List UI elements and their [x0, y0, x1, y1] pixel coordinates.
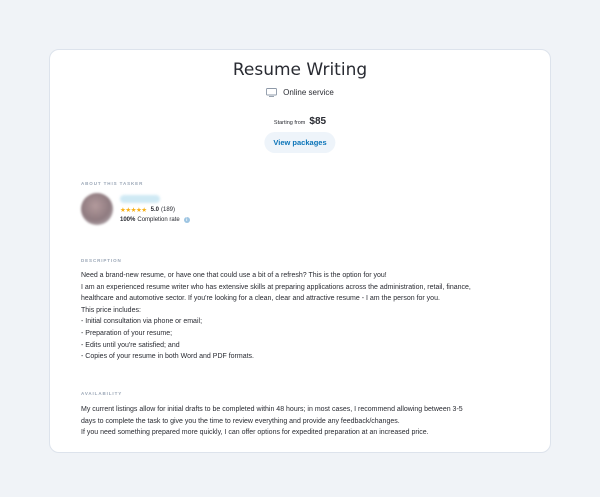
- description-line: This price includes:: [81, 306, 141, 314]
- service-type-label: Online service: [283, 88, 334, 97]
- availability-line: My current listings allow for initial drafts to be completed within 48 hours; in most cases, I recommend allowing between 3-5: [81, 406, 463, 413]
- description-line: healthcare and automotive sector. If you're looking for a clean, clear and attractive resume - I am the person for you.: [81, 295, 440, 303]
- about-tasker-heading: ABOUT THIS TASKER: [81, 181, 144, 186]
- tasker-summary[interactable]: [81, 193, 190, 225]
- description-heading: DESCRIPTION: [81, 258, 122, 263]
- description-line: I am an experienced resume writer who has extensive skills at preparing applications across the administration, retail, finance,: [81, 283, 471, 291]
- description-line: - Preparation of your resume;: [81, 329, 173, 337]
- review-count: (189): [160, 207, 175, 213]
- description-line: - Initial consultation via phone or email;: [81, 318, 203, 326]
- description-line: - Edits until you're satisfied; and: [81, 341, 180, 349]
- star-rating-icon: ★★★★★: [120, 207, 147, 214]
- page-title: Resume Writing: [232, 60, 368, 80]
- completion-rate: [120, 217, 190, 223]
- description-text: [81, 270, 526, 363]
- availability-line: days to complete the task to give you the time to review everything and provide any feedback/changes.: [81, 417, 400, 425]
- tasker-name[interactable]: [120, 195, 160, 203]
- service-type: [50, 88, 550, 97]
- availability-line: If you need something prepared more quickly, I can offer options for expedited preparation at an increased price.: [81, 429, 429, 437]
- description-line: Need a brand-new resume, or have one that could use a bit of a refresh? This is the option for you!: [81, 272, 387, 279]
- availability-heading: AVAILABILITY: [81, 391, 123, 396]
- price-label: Starting from: [273, 120, 306, 126]
- completion-label: Completion rate: [137, 217, 180, 223]
- info-icon[interactable]: i: [184, 217, 190, 223]
- price-value: $85: [309, 116, 327, 127]
- availability-text: [81, 404, 526, 439]
- price: [50, 116, 550, 127]
- avatar[interactable]: [81, 193, 113, 225]
- view-packages-button[interactable]: View packages: [264, 132, 335, 153]
- tasker-info: [120, 195, 190, 223]
- completion-percent: 100%: [120, 217, 136, 223]
- rating-value: 5.0: [150, 207, 159, 213]
- monitor-icon: [266, 88, 277, 97]
- service-card: [49, 49, 551, 453]
- rating: [120, 206, 190, 214]
- description-line: - Copies of your resume in both Word and PDF formats.: [81, 353, 254, 361]
